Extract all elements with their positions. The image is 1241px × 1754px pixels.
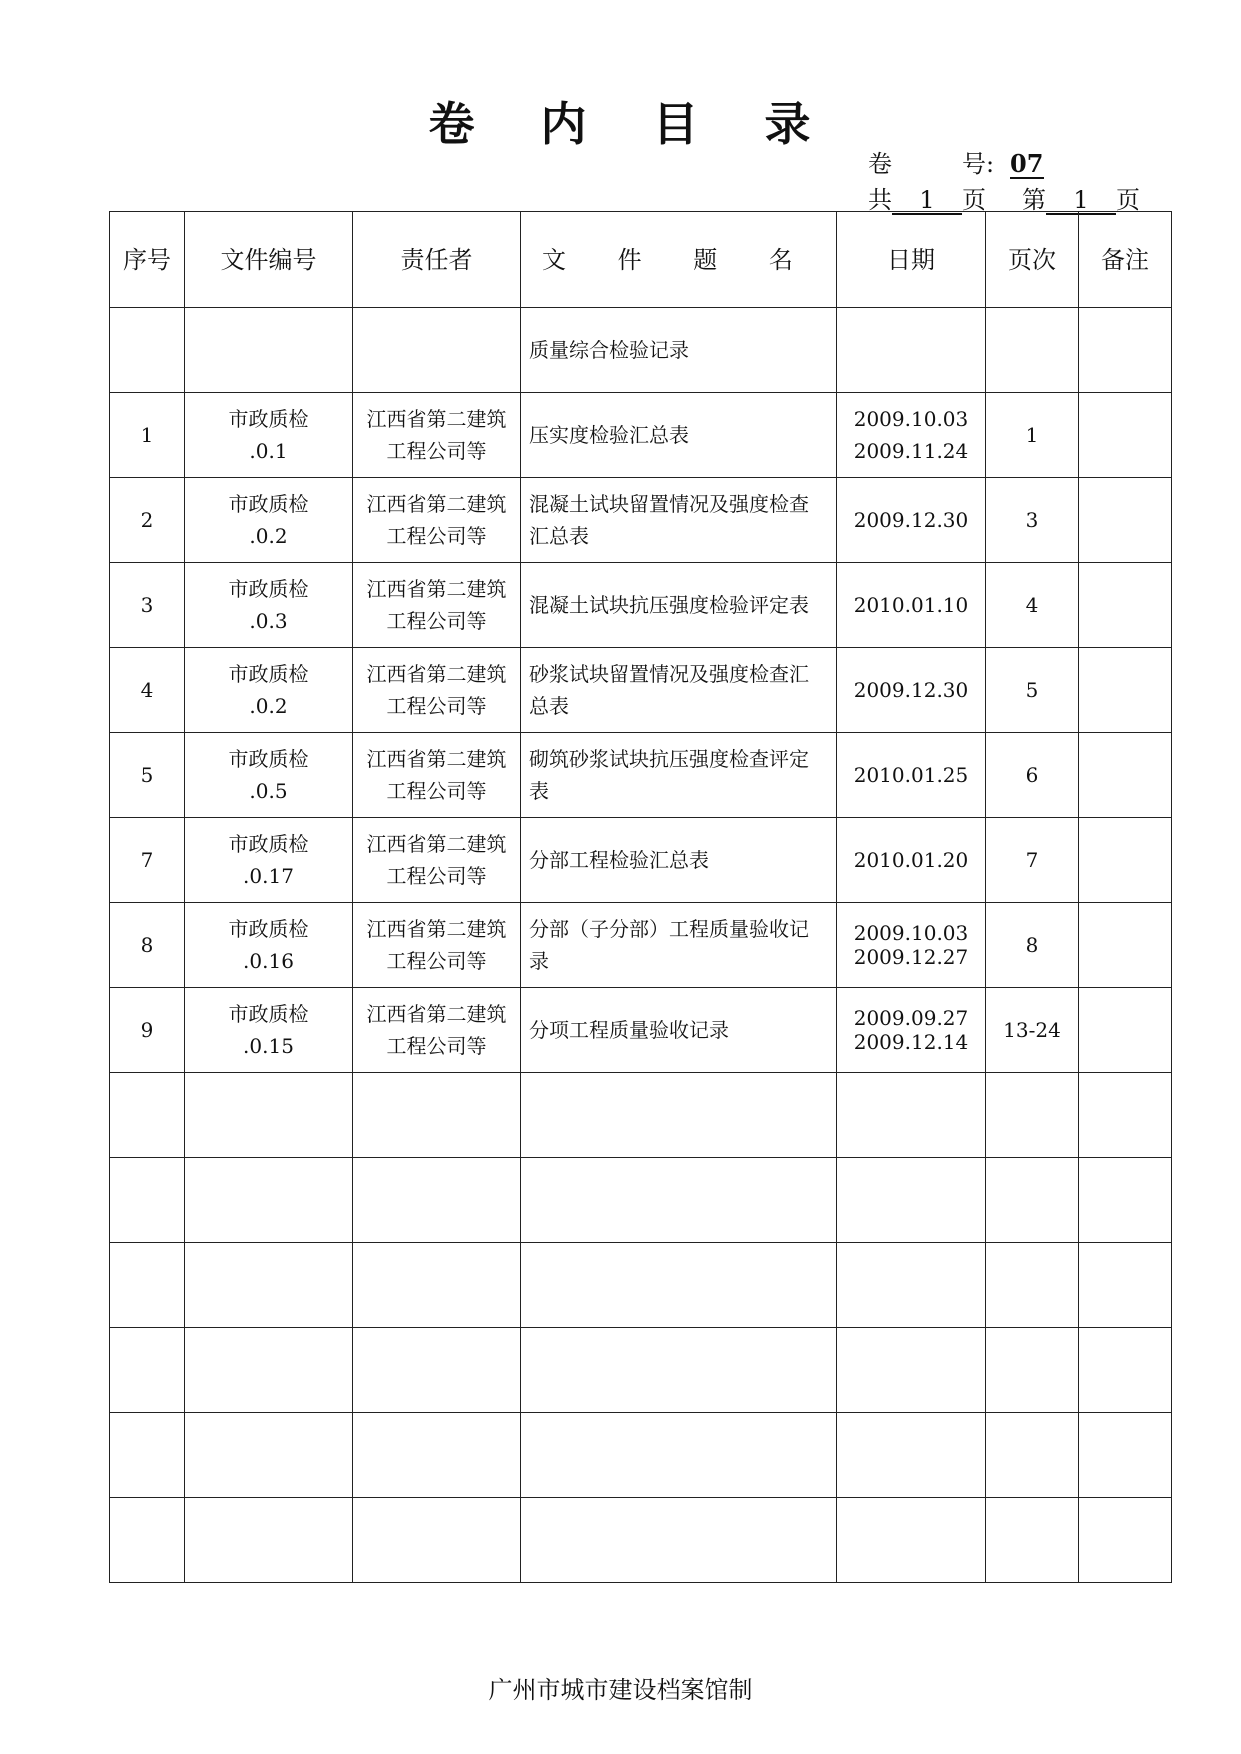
table-row [110, 478, 1172, 563]
row-note [1079, 903, 1172, 988]
row-page: 5 [986, 648, 1079, 733]
row-date: 2009.10.03 2009.11.24 [837, 393, 986, 478]
table-row [110, 733, 1172, 818]
row-seq: 5 [110, 733, 185, 818]
current-label: 第 [1022, 186, 1046, 214]
row-title: 混凝土试块留置情况及强度检查汇总表 [521, 478, 837, 563]
row-responsible: 江西省第二建筑 工程公司等 [353, 733, 521, 818]
header-doc-title: 文 件 题 名 [521, 212, 837, 308]
row-page: 13-24 [986, 988, 1079, 1073]
table-row [110, 988, 1172, 1073]
title-char: 目 [652, 97, 701, 151]
header-note: 备注 [1079, 212, 1172, 308]
title-char: 内 [540, 97, 589, 151]
row-page: 6 [986, 733, 1079, 818]
row-responsible: 江西省第二建筑 工程公司等 [353, 478, 521, 563]
row-doc-no: 市政质检 .0.2 [185, 648, 353, 733]
row-title: 分部工程检验汇总表 [521, 818, 837, 903]
page-label-b: 页 [1116, 186, 1140, 214]
row-responsible: 江西省第二建筑 工程公司等 [353, 563, 521, 648]
row-seq: 9 [110, 988, 185, 1073]
page-title [0, 88, 1241, 154]
empty-row [110, 1328, 1172, 1413]
table-row [110, 648, 1172, 733]
row-seq: 3 [110, 563, 185, 648]
row-page: 4 [986, 563, 1079, 648]
row-doc-no: 市政质检 .0.2 [185, 478, 353, 563]
empty-row [110, 1413, 1172, 1498]
header-responsible: 责任者 [353, 212, 521, 308]
table-row [110, 818, 1172, 903]
row-note [1079, 563, 1172, 648]
section-title: 质量综合检验记录 [521, 308, 837, 393]
section-row [110, 308, 1172, 393]
page-label-a: 页 [962, 186, 986, 214]
row-page: 7 [986, 818, 1079, 903]
row-doc-no: 市政质检 .0.16 [185, 903, 353, 988]
row-seq: 7 [110, 818, 185, 903]
row-title: 砂浆试块留置情况及强度检查汇总表 [521, 648, 837, 733]
row-title: 分项工程质量验收记录 [521, 988, 837, 1073]
row-date: 2009.12.30 [837, 478, 986, 563]
table-row [110, 393, 1172, 478]
row-date: 2009.10.03 2009.12.27 [837, 903, 986, 988]
row-note [1079, 393, 1172, 478]
contents-table [109, 211, 1172, 1583]
row-doc-no: 市政质检 .0.3 [185, 563, 353, 648]
row-page: 8 [986, 903, 1079, 988]
page-count [868, 180, 1140, 215]
current-page: 1 [1046, 187, 1116, 215]
row-date: 2009.12.30 [837, 648, 986, 733]
table-header-row [110, 212, 1172, 308]
volume-value: 07 [1010, 149, 1044, 178]
volume-label-b: 号: [962, 150, 995, 178]
row-responsible: 江西省第二建筑 工程公司等 [353, 818, 521, 903]
header-doc-no: 文件编号 [185, 212, 353, 308]
row-date: 2010.01.25 [837, 733, 986, 818]
empty-row [110, 1243, 1172, 1328]
row-title: 分部（子分部）工程质量验收记录 [521, 903, 837, 988]
row-seq: 2 [110, 478, 185, 563]
row-doc-no: 市政质检 .0.5 [185, 733, 353, 818]
row-responsible: 江西省第二建筑 工程公司等 [353, 988, 521, 1073]
row-doc-no: 市政质检 .0.15 [185, 988, 353, 1073]
table-row [110, 563, 1172, 648]
row-note [1079, 818, 1172, 903]
row-page: 1 [986, 393, 1079, 478]
row-seq: 4 [110, 648, 185, 733]
row-date: 2009.09.27 2009.12.14 [837, 988, 986, 1073]
volume-number [868, 144, 1044, 179]
row-title: 压实度检验汇总表 [521, 393, 837, 478]
title-char: 卷 [428, 97, 477, 151]
table-row [110, 903, 1172, 988]
row-seq: 1 [110, 393, 185, 478]
row-date: 2010.01.20 [837, 818, 986, 903]
total-pages: 1 [892, 187, 962, 215]
row-note [1079, 988, 1172, 1073]
row-note [1079, 733, 1172, 818]
empty-row [110, 1073, 1172, 1158]
row-page: 3 [986, 478, 1079, 563]
row-responsible: 江西省第二建筑 工程公司等 [353, 903, 521, 988]
row-doc-no: 市政质检 .0.17 [185, 818, 353, 903]
row-note [1079, 478, 1172, 563]
total-label: 共 [868, 186, 892, 214]
row-note [1079, 648, 1172, 733]
row-date: 2010.01.10 [837, 563, 986, 648]
header-page: 页次 [986, 212, 1079, 308]
row-responsible: 江西省第二建筑 工程公司等 [353, 648, 521, 733]
empty-row [110, 1498, 1172, 1583]
row-title: 混凝土试块抗压强度检验评定表 [521, 563, 837, 648]
header-seq: 序号 [110, 212, 185, 308]
row-seq: 8 [110, 903, 185, 988]
row-title: 砌筑砂浆试块抗压强度检查评定表 [521, 733, 837, 818]
row-responsible: 江西省第二建筑 工程公司等 [353, 393, 521, 478]
empty-row [110, 1158, 1172, 1243]
row-doc-no: 市政质检 .0.1 [185, 393, 353, 478]
title-char: 录 [764, 97, 813, 151]
volume-label-a: 卷 [868, 150, 892, 178]
header-date: 日期 [837, 212, 986, 308]
footer-issuer: 广州市城市建设档案馆制 [488, 1676, 753, 1704]
